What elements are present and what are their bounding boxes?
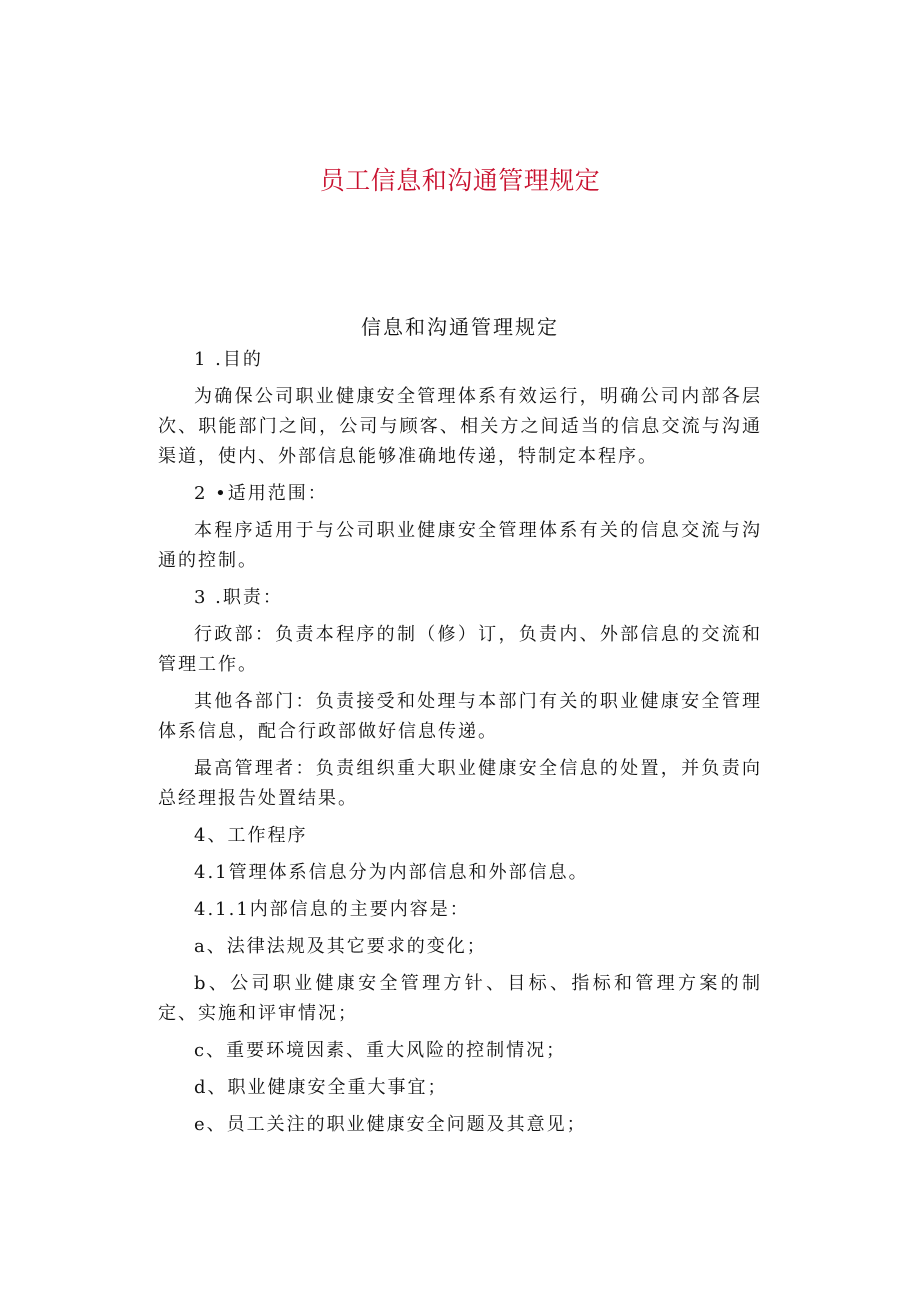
paragraph-other-depts: 其他各部门：负责接受和处理与本部门有关的职业健康安全管理体系信息，配合行政部做好信息传递。 [158,691,762,742]
paragraph-admin-dept: 行政部：负责本程序的制（修）订，负责内、外部信息的交流和管理工作。 [158,624,762,675]
section-title: 信息和沟通管理规定 [361,315,559,339]
paragraph-purpose: 为确保公司职业健康安全管理体系有效运行，明确公司内部各层次、职能部门之间，公司与顾客、相关方之间适当的信息交流与沟通渠道，使内、外部信息能够准确地传递，特制定本程序。 [158,386,762,467]
heading-responsibilities: 3 .职责： [194,587,283,608]
list-item-b: b、公司职业健康安全管理方针、目标、指标和管理方案的制定、实施和评审情况； [158,973,762,1024]
list-item-e: e、员工关注的职业健康安全问题及其意见； [194,1114,587,1135]
list-item-c: c、重要环境因素、重大风险的控制情况； [194,1040,567,1061]
list-item-a: a、法律法规及其它要求的变化； [194,936,487,957]
paragraph-scope: 本程序适用于与公司职业健康安全管理体系有关的信息交流与沟通的控制。 [158,520,762,571]
list-item-d: d、职业健康安全重大事宜； [194,1077,448,1098]
heading-purpose: 1 .目的 [194,349,263,370]
document-title: 员工信息和沟通管理规定 [319,166,601,195]
paragraph-top-management: 最高管理者：负责组织重大职业健康安全信息的处置，并负责向总经理报告处置结果。 [158,758,762,809]
heading-scope: 2 •适用范围： [194,483,328,504]
heading-procedure: 4、工作程序 [194,825,308,846]
document-body [158,345,762,1147]
paragraph-4-1: 4.1管理体系信息分为内部信息和外部信息。 [194,862,589,883]
paragraph-4-1-1: 4.1.1内部信息的主要内容是： [194,899,470,920]
